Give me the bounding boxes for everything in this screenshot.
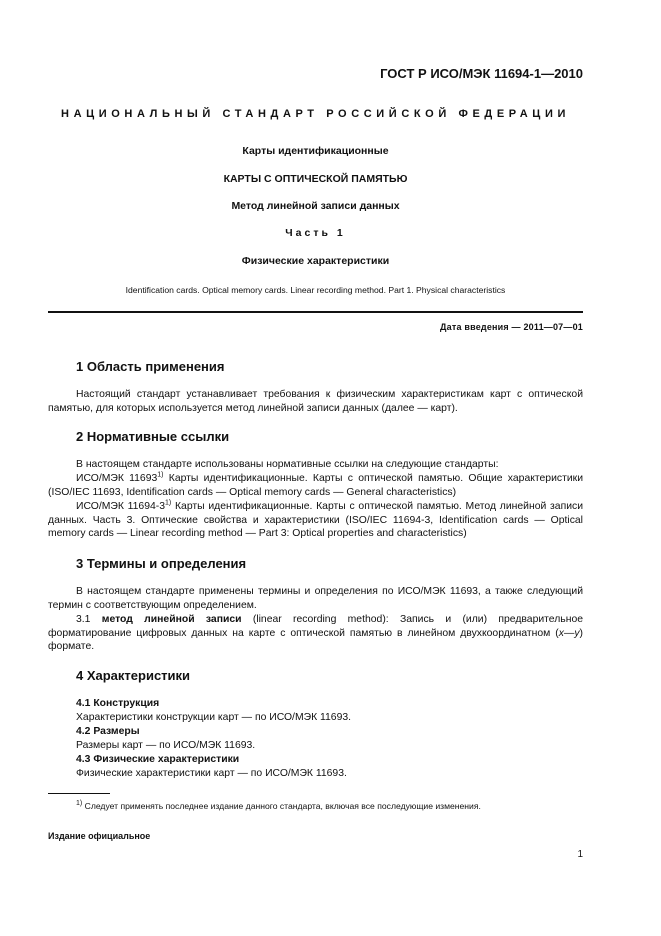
term-number: 3.1 [76,614,102,625]
title-line-4: Физические характеристики [241,255,390,267]
section-3-heading: 3 Термины и определения [76,556,247,571]
subsection-4-2-heading: 4.2 Размеры [76,726,140,737]
term-dash: — [563,627,575,639]
reference-1 [48,472,583,499]
term-y: y [574,627,580,639]
footnote-divider [48,793,110,794]
term-x: x [558,627,564,639]
edition-label: Издание официальное [48,831,151,841]
footnote [76,801,481,811]
reference-2 [48,500,583,541]
section-3-intro: В настоящем стандарте применены термины и определения по ИСО/МЭК 11693, а также следующий термин с соответствующим определением. [48,586,583,611]
reference-2-text: Карты идентификационные. Карты с оптической памятью. Метод линейной записи данных. Часть 3. Оптические свойства и характеристики (ISO/IEC 11694-3, Identification cards — Optical memory cards — Linear recording method — Part 3: Optical properties and characteristics) [48,501,584,540]
term-definition-1: (linear recording method): Запись и (или) предварительное форматирование цифровых данных на карте с оптической памятью в линейном двухкоординатном ( [48,614,584,639]
effective-date: Дата введения — 2011—07—01 [440,322,583,332]
standard-code: ГОСТ Р ИСО/МЭК 11694-1—2010 [380,66,583,81]
subsection-4-3-text: Физические характеристики карт — по ИСО/МЭК 11693. [76,768,347,779]
title-line-2: КАРТЫ С ОПТИЧЕСКОЙ ПАМЯТЬЮ [223,173,408,185]
section-2-intro: В настоящем стандарте использованы нормативные ссылки на следующие стандарты: [76,459,499,470]
term-3-1 [48,613,583,654]
title-divider [48,311,583,313]
english-title: Identification cards. Optical memory cards. Linear recording method. Part 1. Physical characteristics [125,285,506,295]
subsection-4-1-heading: 4.1 Конструкция [76,698,160,709]
subsection-4-1-text: Характеристики конструкции карт — по ИСО/МЭК 11693. [76,712,352,723]
term-definition-2: ) формате. [48,627,583,653]
reference-2-footnote-mark: 1) [165,499,172,507]
subsection-4-2-text: Размеры карт — по ИСО/МЭК 11693. [76,740,256,751]
reference-1-code: ИСО/МЭК 11693 [76,473,158,484]
reference-1-text: Карты идентификационные. Карты с оптической памятью. Общие характеристики (ISO/IEC 11693, Identification cards — Optical memory cards — General characteristics) [48,473,583,498]
title-part: Часть 1 [285,227,346,239]
footnote-mark: 1) [76,800,83,808]
national-standard-heading: НАЦИОНАЛЬНЫЙ СТАНДАРТ РОССИЙСКОЙ ФЕДЕРАЦИИ [61,108,570,120]
page-number: 1 [577,849,583,860]
section-4-heading: 4 Характеристики [76,668,191,683]
footnote-text: Следует применять последнее издание данного стандарта, включая все последующие изменения. [82,801,481,811]
section-1-text: Настоящий стандарт устанавливает требования к физическим характеристикам карт с оптической памятью, для которых используется метод линейной записи данных (далее — карт). [48,389,583,414]
section-2-heading: 2 Нормативные ссылки [76,429,230,444]
subsection-4-3-heading: 4.3 Физические характеристики [76,754,240,765]
title-line-3: Метод линейной записи данных [231,200,400,212]
reference-2-code: ИСО/МЭК 11694-3 [76,501,166,512]
reference-1-footnote-mark: 1) [157,471,164,479]
title-line-1: Карты идентификационные [242,145,389,157]
term-name: метод линейной записи [101,614,242,625]
section-1-heading: 1 Область применения [76,359,225,374]
